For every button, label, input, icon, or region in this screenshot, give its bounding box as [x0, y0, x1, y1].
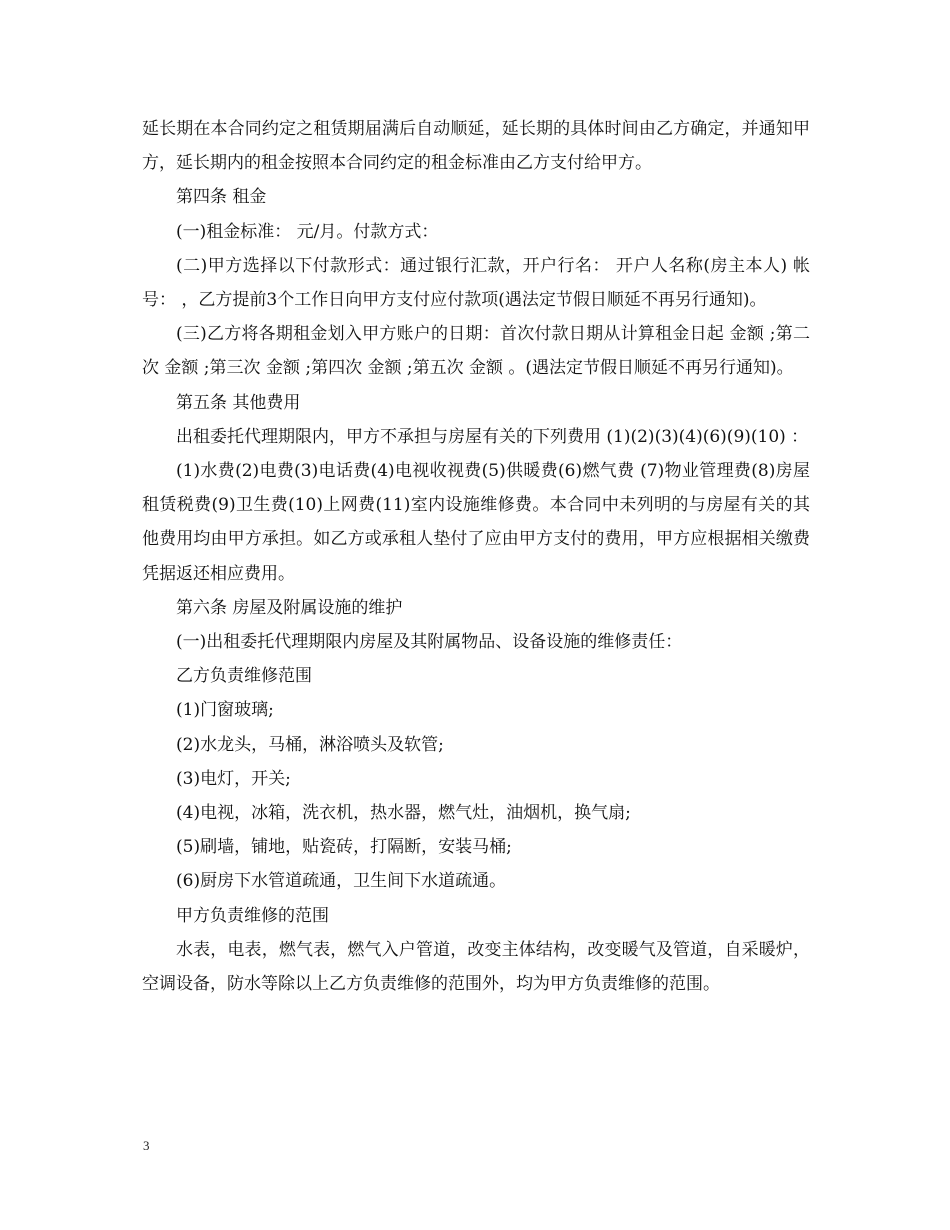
list-item: (4)电视，冰箱，洗衣机，热水器，燃气灶，油烟机，换气扇; [176, 803, 631, 824]
list-item: (2)水龙头，马桶，淋浴喷头及软管; [176, 734, 444, 755]
paragraph: (1)水费(2)电费(3)电话费(4)电视收视费(5)供暖费(6)燃气费 (7)物业管理费(8)房屋租赁税费(9)卫生费(10)上网费(11)室内设施维修费。本合同中未列明的与房屋有关的其他费用均由甲方承担。如乙方或承租人垫付了应由甲方支付的费用，甲方应根据相关缴费凭据返还相应费用。 [142, 461, 810, 584]
subheading: 乙方负责维修范围 [176, 666, 312, 687]
list-item: (3)电灯，开关; [176, 768, 291, 789]
paragraph: 延长期在本合同约定之租赁期届满后自动顺延，延长期的具体时间由乙方确定，并通知甲方，延长期内的租金按照本合同约定的租金标准由乙方支付给甲方。 [142, 119, 810, 174]
paragraph: (一)租金标准： 元/月。付款方式： [176, 221, 439, 242]
subheading: 甲方负责维修的范围 [176, 905, 329, 926]
document-body [142, 112, 810, 1001]
section-heading: 第六条 房屋及附属设施的维护 [176, 597, 403, 618]
section-heading: 第五条 其他费用 [176, 392, 301, 413]
section-heading: 第四条 租金 [176, 187, 267, 208]
list-item: (5)刷墙，铺地，贴瓷砖，打隔断，安装马桶; [176, 837, 512, 858]
paragraph: (一)出租委托代理期限内房屋及其附属物品、设备设施的维修责任： [176, 632, 683, 653]
paragraph: (二)甲方选择以下付款形式：通过银行汇款，开户行名： 开户人名称(房主本人) 帐号： ，乙方提前3个工作日向甲方支付应付款项(遇法定节假日顺延不再另行通知)。 [142, 255, 810, 311]
list-item: (1)门窗玻璃; [176, 700, 274, 721]
page-number: 3 [143, 1138, 150, 1153]
paragraph: (三)乙方将各期租金划入甲方账户的日期：首次付款日期从计算租金日起 金额 ;第二次 金额 ;第三次 金额 ;第四次 金额 ;第五次 金额 。(遇法定节假日顺延不再另行通知)。 [142, 324, 810, 379]
paragraph: 水表，电表，燃气表，燃气入户管道，改变主体结构，改变暖气及管道，自采暖炉，空调设备，防水等除以上乙方负责维修的范围外，均为甲方负责维修的范围。 [142, 939, 810, 995]
paragraph: 出租委托代理期限内，甲方不承担与房屋有关的下列费用 (1)(2)(3)(4)(6)(9)(10) ： [176, 426, 809, 447]
list-item: (6)厨房下水管道疏通，卫生间下水道疏通。 [176, 871, 507, 892]
